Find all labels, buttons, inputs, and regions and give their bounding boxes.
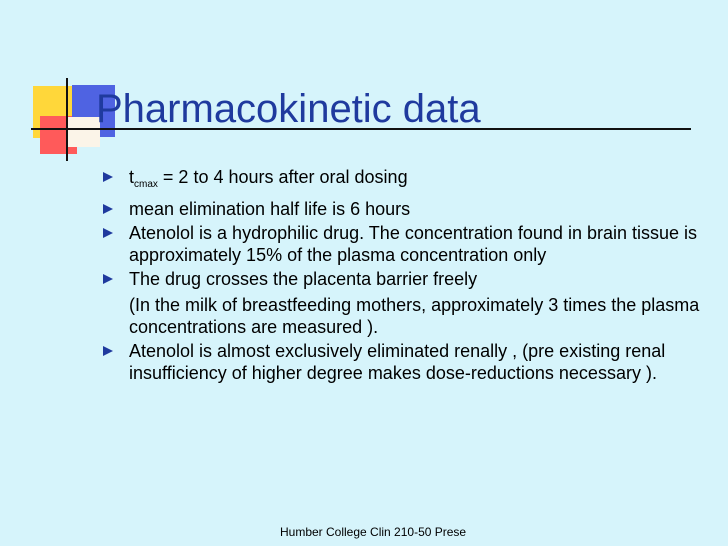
- bullet-item-tcmax: [103, 166, 703, 196]
- tcmax-text: = 2 to 4 hours after oral dosing: [157, 167, 408, 187]
- bullet-text: Atenolol is a hydrophilic drug. The concentration found in brain tissue is approximately 15% of the plasma concentration only: [129, 223, 698, 265]
- bullet-arrow-icon: [103, 228, 113, 238]
- bullet-text: The drug crosses the placenta barrier freely: [129, 269, 478, 289]
- slide-title: Pharmacokinetic data: [96, 87, 481, 131]
- bullet-text: Atenolol is almost exclusively eliminated renally , (pre existing renal insufficiency of higher degree makes dose-reductions necessary ).: [129, 341, 666, 383]
- bullet-arrow-icon: [103, 172, 113, 182]
- decor-vertical-line: [66, 78, 68, 161]
- tcmax-subscript: cmax: [134, 179, 158, 190]
- slide-body: [103, 166, 703, 384]
- bullet-item-hydrophilic: [103, 222, 703, 266]
- tcmax-symbol: t: [129, 167, 135, 187]
- bullet-item-half-life: [103, 198, 703, 220]
- slide-footer: Humber College Clin 210-50 Prese: [280, 525, 467, 539]
- bullet-arrow-icon: [103, 346, 113, 356]
- bullet-arrow-icon: [103, 204, 113, 214]
- paragraph-text: (In the milk of breastfeeding mothers, approximately 3 times the plasma concentrations are measured ).: [129, 295, 700, 337]
- bullet-arrow-icon: [103, 274, 113, 284]
- bullet-item-placenta: [103, 268, 703, 290]
- bullet-text: mean elimination half life is 6 hours: [129, 199, 411, 219]
- bullet-item-elimination: [103, 340, 703, 384]
- paragraph-breast-milk: [103, 290, 703, 338]
